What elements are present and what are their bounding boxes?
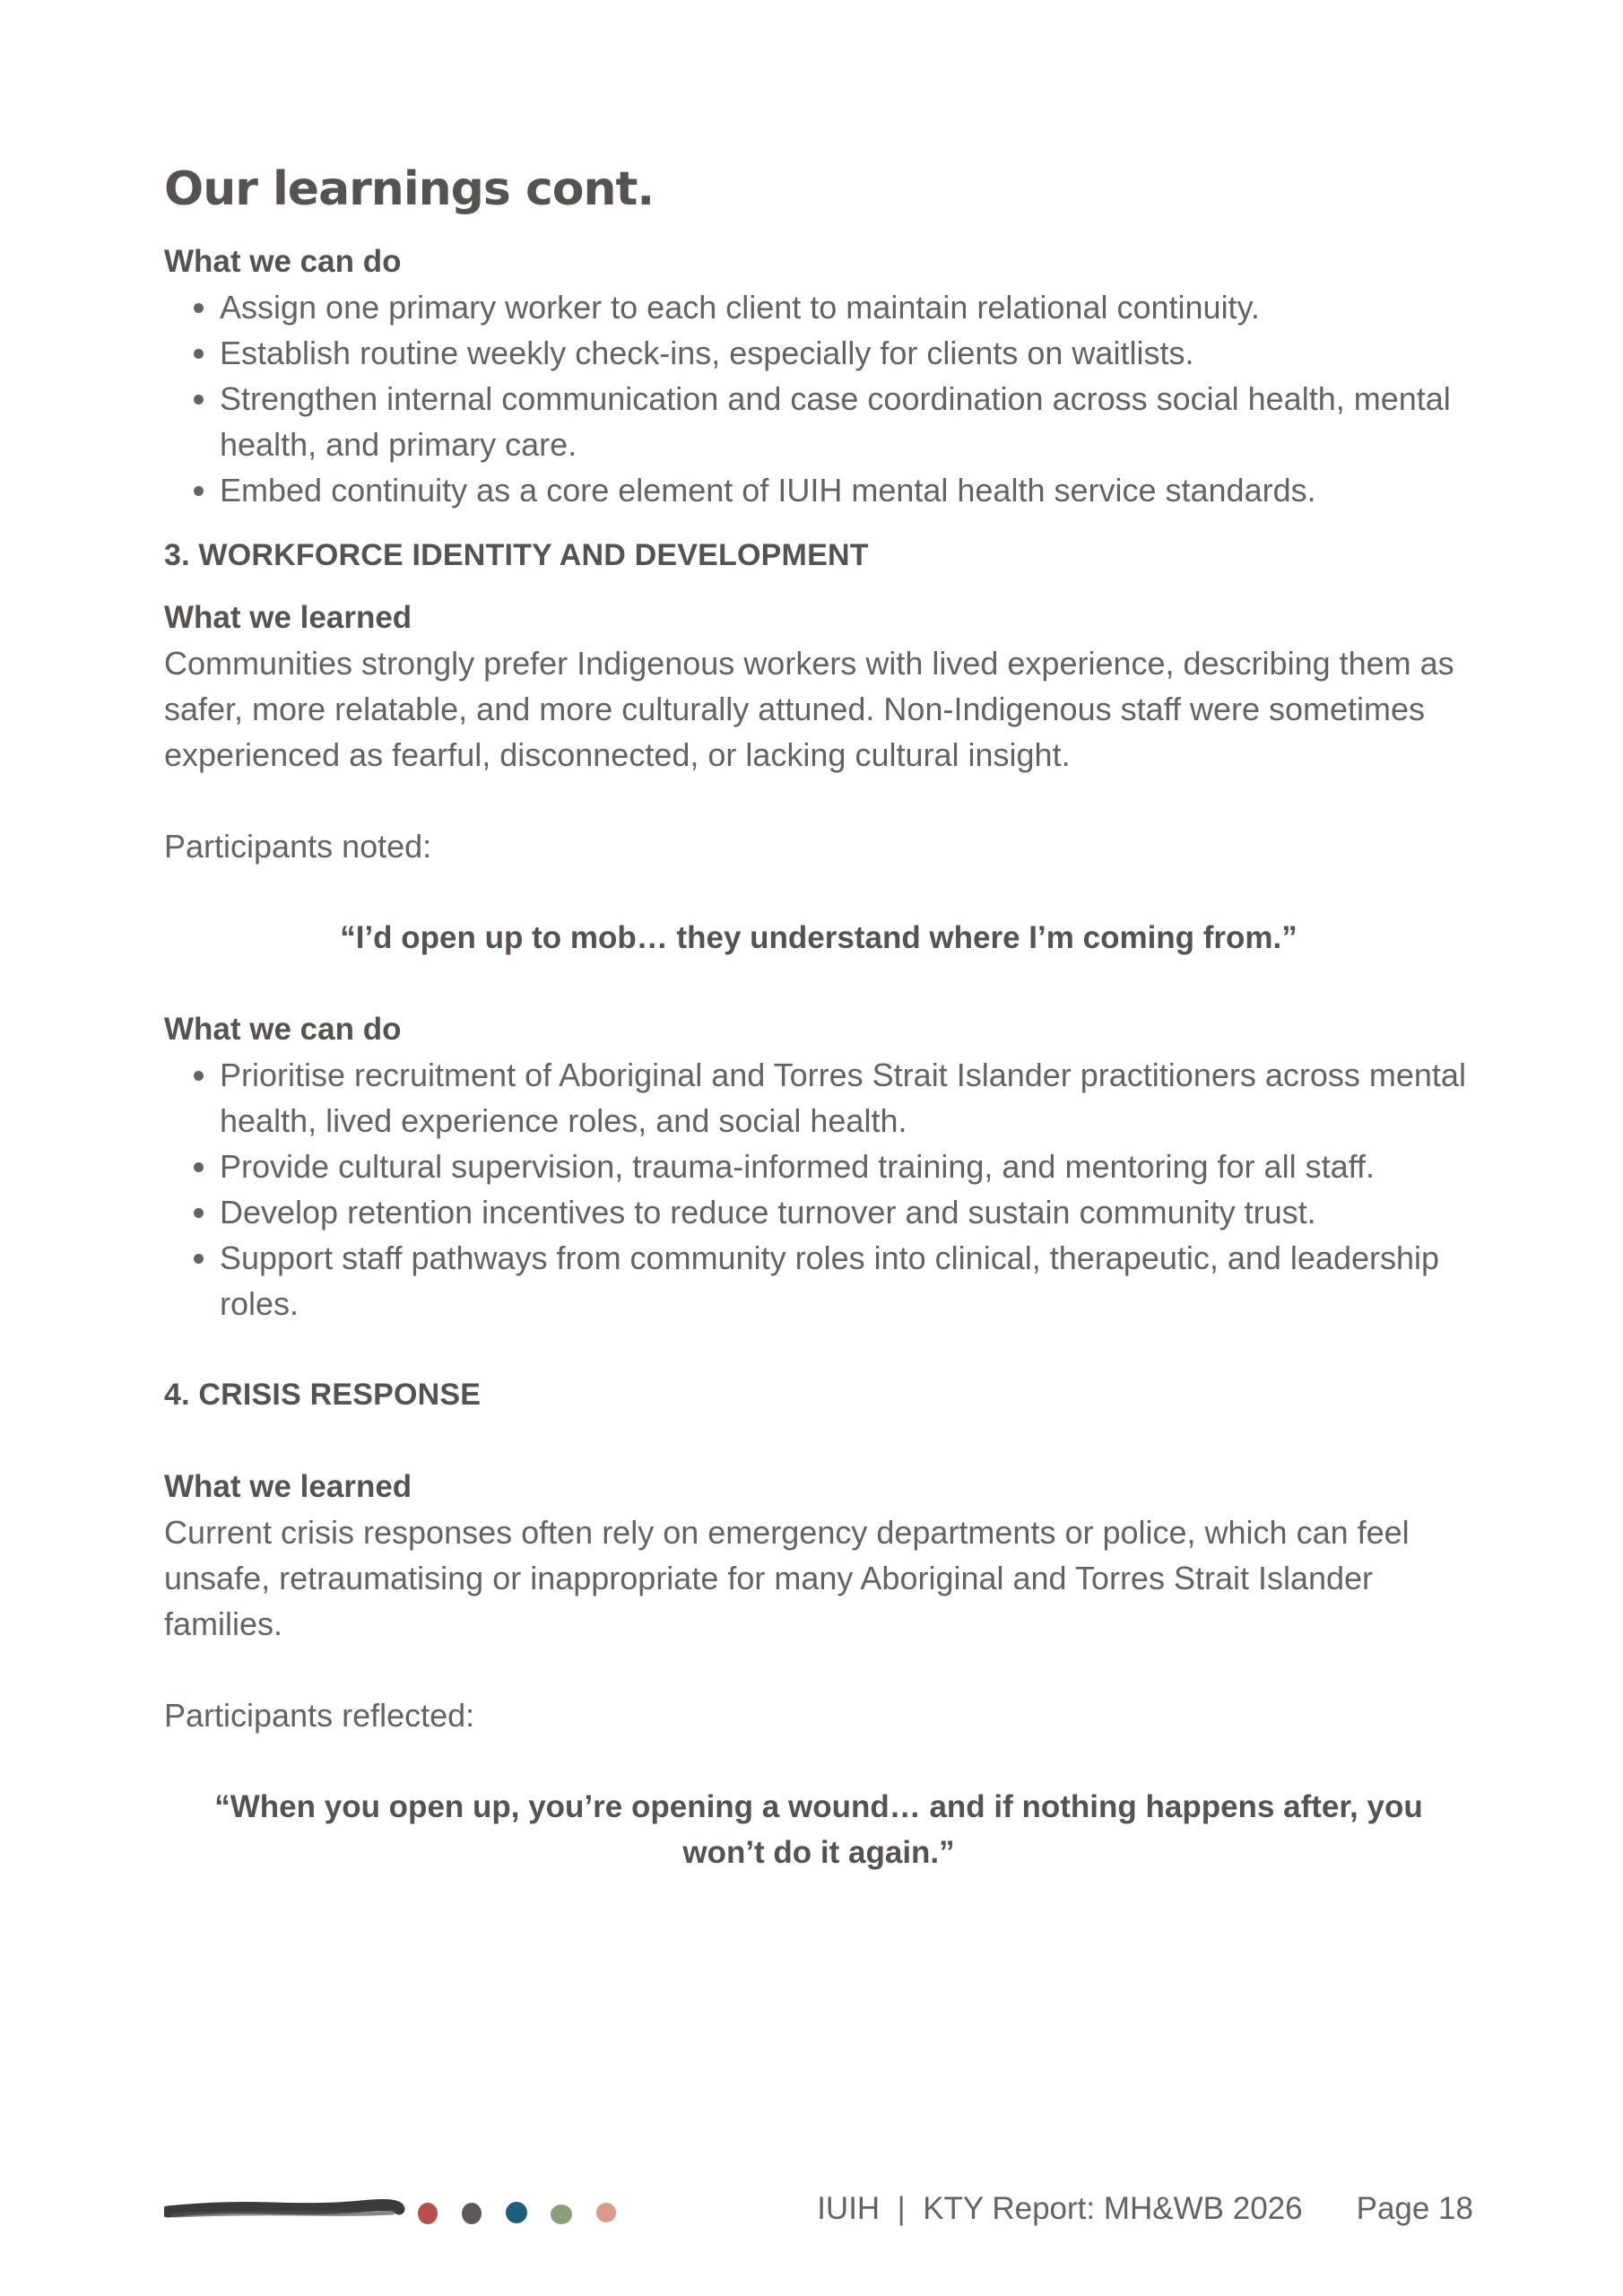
list-item: • Develop retention incentives to reduce turnover and sustain community trust. <box>220 1189 1473 1235</box>
what-we-learned-heading-3: What we learned <box>164 600 412 635</box>
list-item: • Provide cultural supervision, trauma-informed training, and mentoring for all staff. <box>220 1144 1473 1189</box>
footer-dot <box>462 2203 482 2224</box>
list-item: • Strengthen internal communication and case coordination across social health, mental health, and primary care. <box>220 376 1473 467</box>
participants-reflected-label: Participants reflected: <box>164 1697 475 1734</box>
bullet-list-3 <box>164 1052 1473 1326</box>
brush-stroke-decoration <box>164 2185 630 2239</box>
footer-text <box>817 2185 1473 2233</box>
section-4-learned-text: Current crisis responses often rely on emergency departments or police, which can feel unsafe, retraumatising or inappropriate for many Aboriginal and Torres Strait Islander families. <box>164 1514 1410 1642</box>
footer-dot <box>506 2202 527 2223</box>
section-4-title: 4. CRISIS RESPONSE <box>164 1378 482 1412</box>
section-3-learned-text: Communities strongly prefer Indigenous workers with lived experience, describing them as safer, more relatable, and more culturally attuned. Non-Indigenous staff were sometimes experienced as fearful, disconnected, or lacking cultural insight. <box>164 645 1454 773</box>
list-item: • Embed continuity as a core element of IUIH mental health service standards. <box>220 467 1473 513</box>
participants-noted-label: Participants noted: <box>164 828 432 865</box>
page-title: Our learnings cont. <box>164 162 655 216</box>
page-footer <box>164 2185 1473 2239</box>
page-number: Page 18 <box>1356 2191 1473 2226</box>
footer-dot <box>418 2203 438 2224</box>
list-item: • Establish routine weekly check-ins, especially for clients on waitlists. <box>220 330 1473 376</box>
footer-dot <box>596 2203 616 2222</box>
report-label: IUIH | KTY Report: MH&WB 2026 <box>817 2191 1303 2226</box>
list-item: • Assign one primary worker to each client to maintain relational continuity. <box>220 284 1473 330</box>
list-item: • Prioritise recruitment of Aboriginal and Torres Strait Islander practitioners across mental health, lived experience roles, and social health. <box>220 1052 1473 1144</box>
what-we-can-do-heading-3: What we can do <box>164 1012 402 1047</box>
footer-dot <box>551 2205 572 2224</box>
quote-section-3: “I’d open up to mob… they understand where I’m coming from.” <box>340 920 1298 955</box>
bullet-list-1 <box>164 284 1473 513</box>
section-3-title: 3. WORKFORCE IDENTITY AND DEVELOPMENT <box>164 538 869 572</box>
quote-section-4: “When you open up, you’re opening a wound… and if nothing happens after, you won’t do it again.” <box>214 1789 1423 1870</box>
list-item: • Support staff pathways from community roles into clinical, therapeutic, and leadership roles. <box>220 1235 1473 1326</box>
page-content <box>164 160 1473 1875</box>
what-we-learned-heading-4: What we learned <box>164 1469 412 1504</box>
what-we-can-do-heading-1: What we can do <box>164 244 402 279</box>
